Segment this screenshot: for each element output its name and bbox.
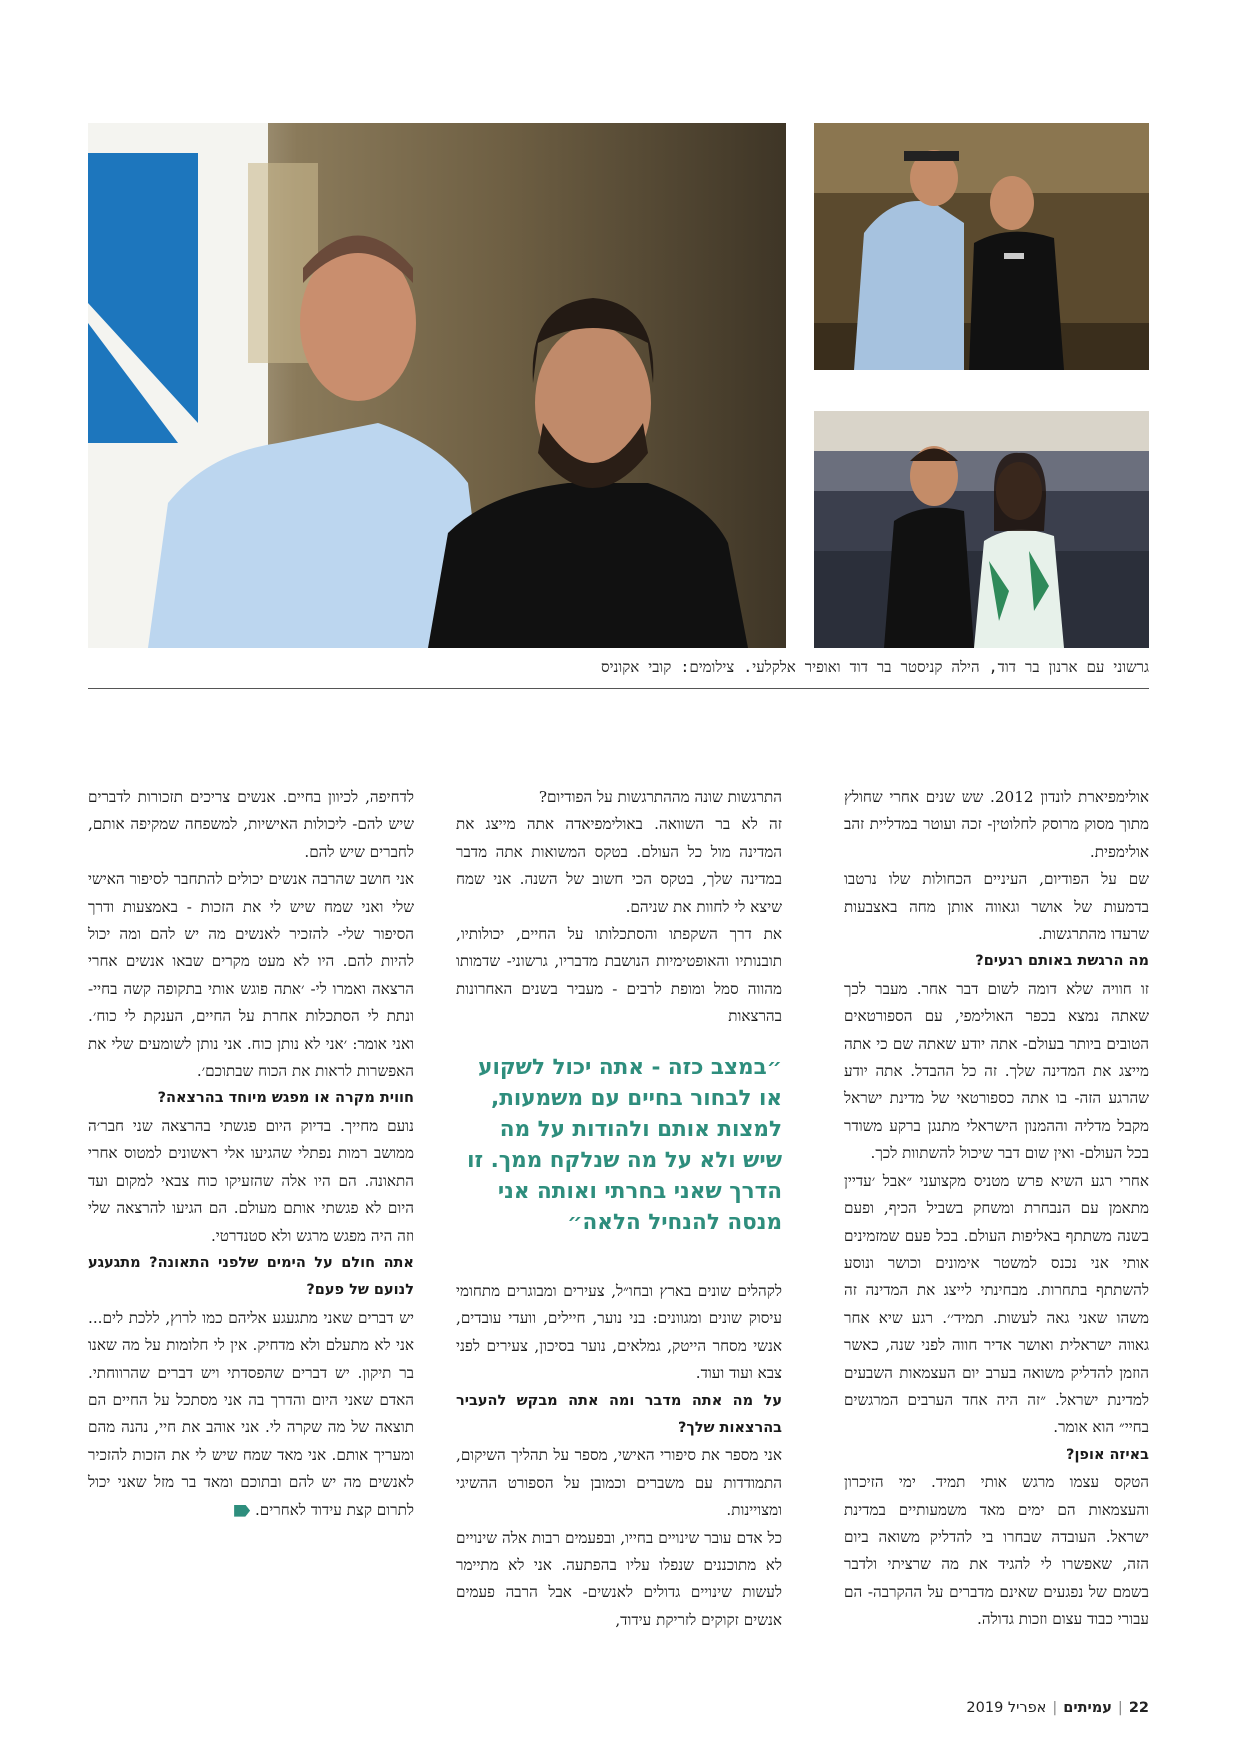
footer-separator: | [1117,1700,1123,1716]
interview-question: חווית מקרה או מפגש מיוחד בהרצאה? [157,1090,414,1107]
paragraph: אני חושב שהרבה אנשים יכולים להתחבר לסיפור האישי שלי ואני שמח שיש לי את הזכות - באמצעות ודרך הסיפור שלי- להזכיר לאנשים מה יש להם ומה יכול להיות להם. היו לא מעט מקרים שבאו אנשים אחרי הרצאה ואמרו לי- ׳אתה פוגש אותי בתקופה קשה בחיי- ונתת לי הסתכלות אחרת על החיים, הענקת לי כוח׳. ואני אומר: ׳אני לא נותן כוח. אני נותן לשומעים שלי את האפשרות לראות את הכוח שבתוכם׳. [88,870,414,1081]
paragraph: זו חוויה שלא דומה לשום דבר אחר. מעבר לכך שאתה נמצא בכפר האולימפי, עם הספורטאים הטובים ביותר בעולם- אתה יודע שאתה שם כי אתה מייצג את המדינה שלך. זה כל ההבדל. אתה יודע שהרגע הזה- בו אתה כספורטאי של מדינת ישראל מקבל מדליה וההמנון הישראלי מתנגן ברקע משודר בכל העולם- ואין שום דבר שיכול להשתוות לכך. [844,979,1149,1163]
page-number: 22 [1128,1700,1149,1716]
page-footer [900,1700,1149,1716]
magazine-name: עמיתים [1063,1700,1112,1716]
interview-question: באיזה אופן? [1066,1446,1149,1463]
interview-question: אתה חולם על הימים שלפני התאונה? מתגעגע לנועם של פעם? [88,1254,414,1299]
photo-stage [814,123,1149,370]
photo-couple [814,411,1149,648]
paragraph: נועם מחייך. בדיוק היום פגשתי בהרצאה שני חבר׳ה ממושב רמות נפתלי שהגיעו אלי ראשונים למטוס אחרי התאונה. הם היו אלה שהזעיקו כוח צבאי למקום ועד היום לא פגשתי אותם מעולם. הם הגיעו להרצאה שלי וזה היה מפגש מרגש ולא סטנדרטי. [88,1116,414,1245]
column-middle-bottom [456,1278,782,1634]
interview-question: מה הרגשת באותם רגעים? [975,953,1149,970]
paragraph: לדחיפה, לכיוון בחיים. אנשים צריכים תזכורות לדברים שיש להם- ליכולות האישיות, למשפחה שמקיפה אותם, לחברים שיש להם. [88,788,414,861]
paragraph: זה לא בר השוואה. באולימפיאדה אתה מייצג את המדינה מול כל העולם. בטקס המשואות אתה מדבר במדינה שלך, בטקס הכי חשוב של השנה. אני שמח שיצא לי לחוות את שניהם. [456,815,782,916]
caption-rule [88,688,1149,689]
paragraph: הטקס עצמו מרגש אותי תמיד. ימי הזיכרון והעצמאות הם ימים מאד משמעותיים במדינת ישראל. העובדה שבחרו בי להדליק משואה ביום הזה, שאפשרו לי להגיד את מה שרציתי ולדבר בשמם של נפגעים שאינם מדברים על ההקרבה- הם עבורי כבוד עצום וזכות גדולה. [844,1473,1149,1629]
column-right [844,784,1149,1634]
photo-main [88,123,786,648]
paragraph: שם על הפודיום, העיניים הכחולות שלו נרטבו בדמעות של אושר וגאווה אותן מחה באצבעות שרעדו מהתרגשות. [844,870,1149,944]
paragraph: את דרך השקפתו והסתכלותו על החיים, יכולותיו, תובנותיו והאופטימיות הנושבת מדבריו, גרשוני- שדמותו מהווה סמל ומופת לרבים - מעביר בשנים האחרונות בהרצאות [456,925,782,1026]
pull-quote: ״במצב כזה - אתה יכול לשקוע או לבחור בחיים עם משמעות, למצות אותם ולהודות על מה שיש ולא על מה שנלקח ממך. זו הדרך שאני בחרתי ואותה אני מנסה להנחיל הלאה״ [467,1055,782,1235]
paragraph: התרגשות שונה מההתרגשות על הפודיום? [538,788,782,806]
interview-question: על מה אתה מדבר ומה אתה מבקש להעביר בהרצאות שלך? [456,1392,782,1437]
paragraph: כל אדם עובר שינויים בחייו, ובפעמים רבות אלה שינויים לא מתוכננים שנפלו עליו בהפתעה. אני לא מתיימר לעשות שינויים גדולים לאנשים- אבל הרבה פעמים אנשים זקוקים לזריקת עידוד, [456,1528,782,1629]
column-left [88,784,414,1524]
paragraph: אולימפיארת לונדון 2012. שש שנים אחרי שחולץ מתוך מסוק מרוסק לחלוטין- זכה ועוטר במדליית זהב אולימפית. [844,788,1150,861]
end-of-article-icon [234,1505,250,1517]
issue-date: אפריל 2019 [966,1700,1047,1716]
paragraph-final [88,1305,414,1524]
column-middle-top [456,784,782,1031]
photo-caption: גרשוני עם ארנון בר דוד, הילה קניסטר בר דוד ואופיר אלקלעי. צילומים: קובי אקוניס [601,658,1149,676]
paragraph: אני מספר את סיפורי האישי, מספר על תהליך השיקום, התמודדות עם משברים וכמובן על הספורט ההשיגי ומצויינות. [456,1446,782,1520]
final-paragraph-text: יש דברים שאני מתגעגע אליהם כמו לרוץ, ללכת לים... אני לא מתעלם ולא מדחיק. אין לי חלומות על מה שאנו בר תיקון. יש דברים שהפסדתי ויש דברים שהרווחתי. האדם שאני היום והדרך בה אני מסתכל על החיים הם תוצאה של מה שקרה לי. אני אוהב את חיי, נהנה מהם ומעריך אותם. אני מאד שמח שיש לי את הזכות להזכיר לאנשים מה יש להם ובתוכם ומאד בר מזל שאני יכול לתרום קצת עידוד לאחרים. [88,1308,414,1519]
paragraph: לקהלים שונים בארץ ובחו״ל, צעירים ומבוגרים מתחומי עיסוק שונים ומגוונים: בני נוער, חיילים, וועדי עובדים, אנשי מסחר הייטק, גמלאים, נוער בסיכון, צעירים לפני צבא ועוד ועוד. [456,1282,782,1383]
paragraph: אחרי רגע השיא פרש מטניס מקצועני ״אבל ׳עדיין מתאמן עם הנבחרת ומשחק בשביל הכיף, ופעם בשנה משתתף באליפות העולם. בכל פעם שמזמינים אותי אני נכנס למשטר אימונים וכושר ונוסע להשתתף בתחרות. מבחינתי לייצג את המדינה זה משהו שאני גאה לעשות. תמיד׳׳. רגע שיא אחר גאווה ישראלית ואושר אדיר חווה לפני שנה, כאשר הוזמן להדליק משואה בערב יום העצמאות השבעים למדינת ישראל. ״זה היה אחד הערבים המרגשים בחיי״ הוא אומר. [844,1171,1149,1437]
footer-separator: | [1052,1700,1058,1716]
